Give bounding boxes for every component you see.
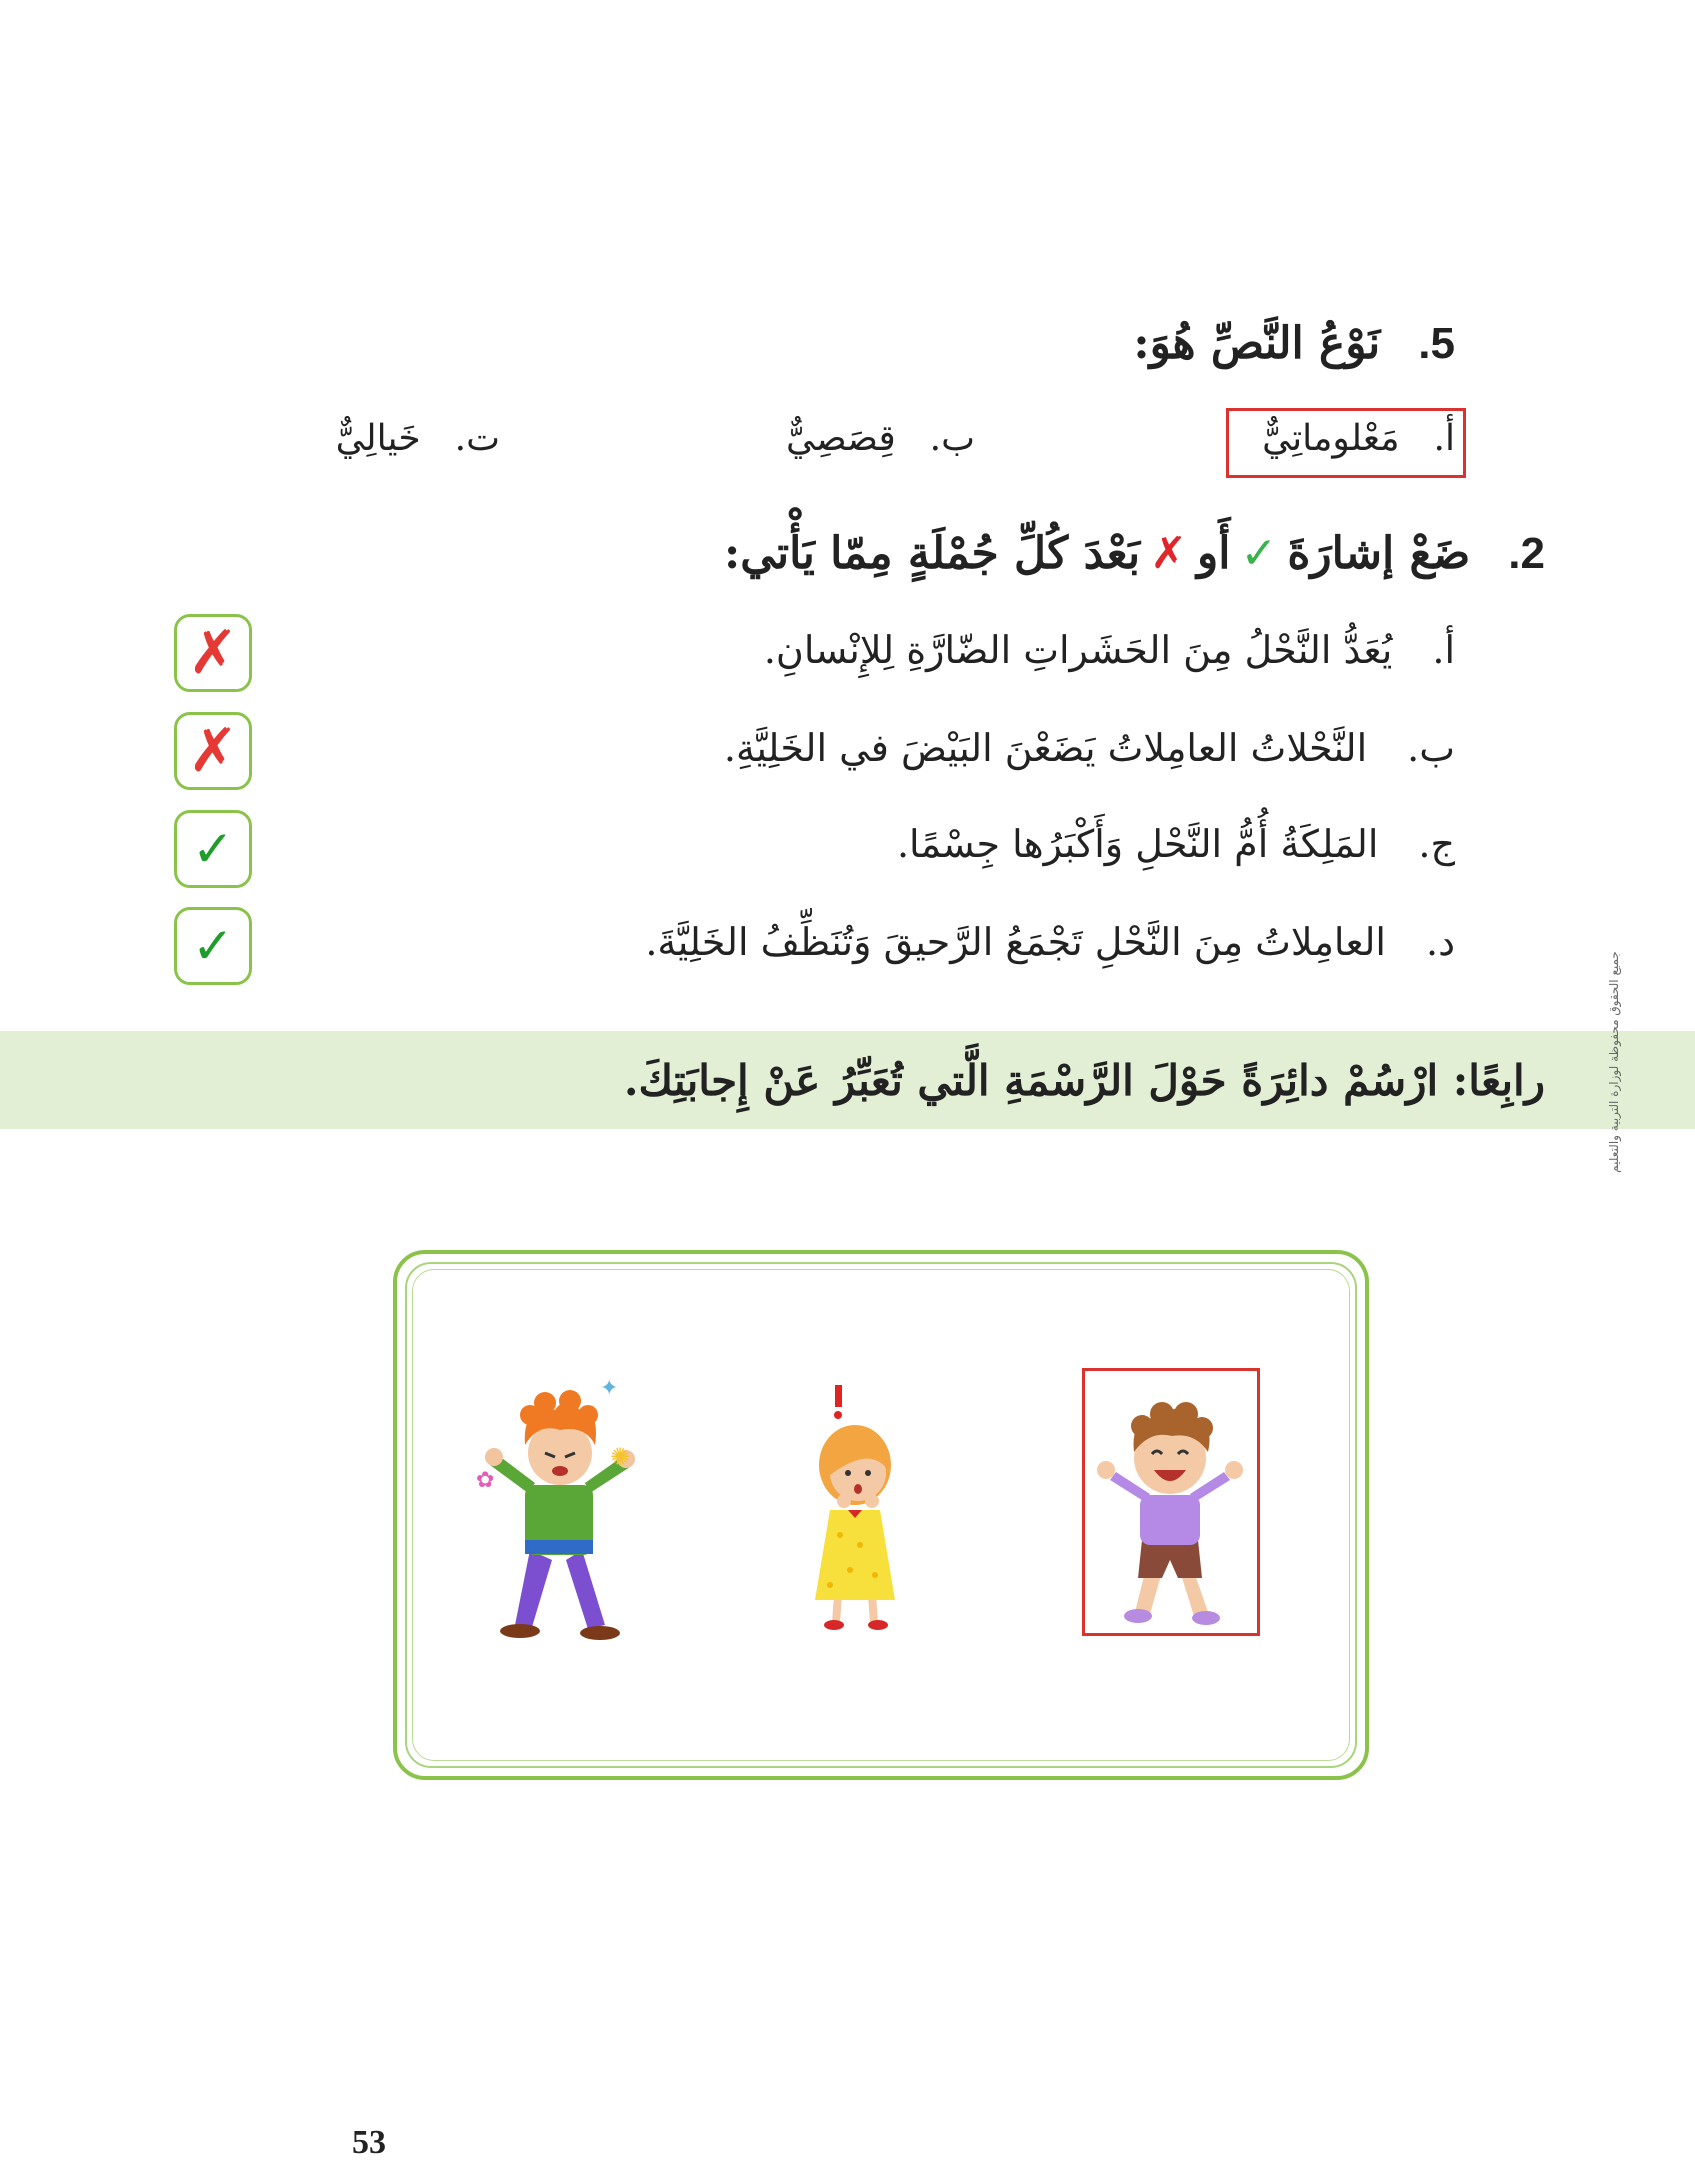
option-a[interactable] bbox=[1262, 418, 1455, 459]
cross-icon: ✗ bbox=[1150, 528, 1188, 579]
question-2-title bbox=[724, 528, 1545, 579]
statement-text: يُعَدُّ النَّحْلُ مِنَ الحَشَراتِ الضّارَّةِ لِلإِنْسانِ. bbox=[763, 628, 1393, 672]
answer-box-a[interactable] bbox=[174, 614, 252, 692]
question-number: 5. bbox=[1418, 319, 1455, 368]
copyright-text: جميع الحقوق محفوظة لوزارة التربية والتعليم bbox=[1607, 951, 1621, 1173]
question-5-title bbox=[1133, 318, 1455, 369]
question-text-end: بَعْدَ كُلِّ جُمْلَةٍ مِمّا يَأْتي: bbox=[724, 528, 1141, 579]
option-letter: ب. bbox=[929, 418, 975, 459]
check-mark-icon: ✓ bbox=[192, 917, 234, 975]
statement-a bbox=[764, 628, 1455, 672]
svg-text:✦: ✦ bbox=[600, 1376, 619, 1401]
option-b[interactable] bbox=[786, 418, 975, 459]
statement-letter: ج. bbox=[1418, 822, 1455, 866]
question-text-start: ضَعْ إشارَةَ bbox=[1287, 528, 1471, 579]
statement-text: النَّحْلاتُ العامِلاتُ يَضَعْنَ البَيْضَ في الخَلِيَّةِ. bbox=[723, 726, 1368, 770]
option-text: خَيالِيٌّ bbox=[335, 418, 421, 459]
statement-text: العامِلاتُ مِنَ النَّحْلِ تَجْمَعُ الرَّحيقَ وَتُنَظِّفُ الخَلِيَّةَ. bbox=[645, 920, 1386, 964]
answer-box-c[interactable] bbox=[174, 810, 252, 888]
question-number: 2. bbox=[1508, 529, 1545, 578]
svg-text:✺: ✺ bbox=[610, 1443, 631, 1471]
question-text-or: أَو bbox=[1197, 528, 1231, 579]
option-c[interactable] bbox=[336, 418, 500, 459]
answer-box-d[interactable] bbox=[174, 907, 252, 985]
svg-text:✿: ✿ bbox=[476, 1468, 495, 1493]
option-text: قِصَصِيٌّ bbox=[786, 418, 896, 459]
option-text: مَعْلوماتِيٌّ bbox=[1262, 418, 1400, 459]
option-letter: ت. bbox=[454, 418, 500, 459]
copyright-note bbox=[1600, 512, 1628, 1612]
check-icon: ✓ bbox=[1240, 528, 1278, 579]
option-letter: أ. bbox=[1433, 418, 1455, 459]
surprised-girl-illustration[interactable] bbox=[800, 1385, 930, 1635]
section-4-title: رابِعًا: ارْسُمْ دائِرَةً حَوْلَ الرَّسْمَةِ الَّتي تُعَبِّرُ عَنْ إِجابَتِكَ. bbox=[623, 1056, 1545, 1105]
statement-d bbox=[645, 920, 1455, 964]
statement-b bbox=[724, 726, 1455, 770]
page-number: 53 bbox=[352, 2124, 386, 2161]
statement-letter: ب. bbox=[1407, 726, 1455, 770]
statement-letter: أ. bbox=[1432, 628, 1455, 672]
selected-picture-box bbox=[1082, 1368, 1260, 1636]
cross-mark-icon: ✗ bbox=[187, 618, 239, 688]
cross-mark-icon: ✗ bbox=[187, 716, 239, 786]
question-text: نَوْعُ النَّصِّ هُوَ: bbox=[1133, 318, 1381, 369]
statement-letter: د. bbox=[1425, 920, 1455, 964]
angry-boy-illustration[interactable] bbox=[470, 1375, 650, 1645]
check-mark-icon: ✓ bbox=[192, 820, 234, 878]
statement-c bbox=[897, 822, 1455, 866]
answer-box-b[interactable] bbox=[174, 712, 252, 790]
statement-text: المَلِكَةُ أُمُّ النَّحْلِ وَأَكْبَرُها جِسْمًا. bbox=[896, 822, 1379, 866]
